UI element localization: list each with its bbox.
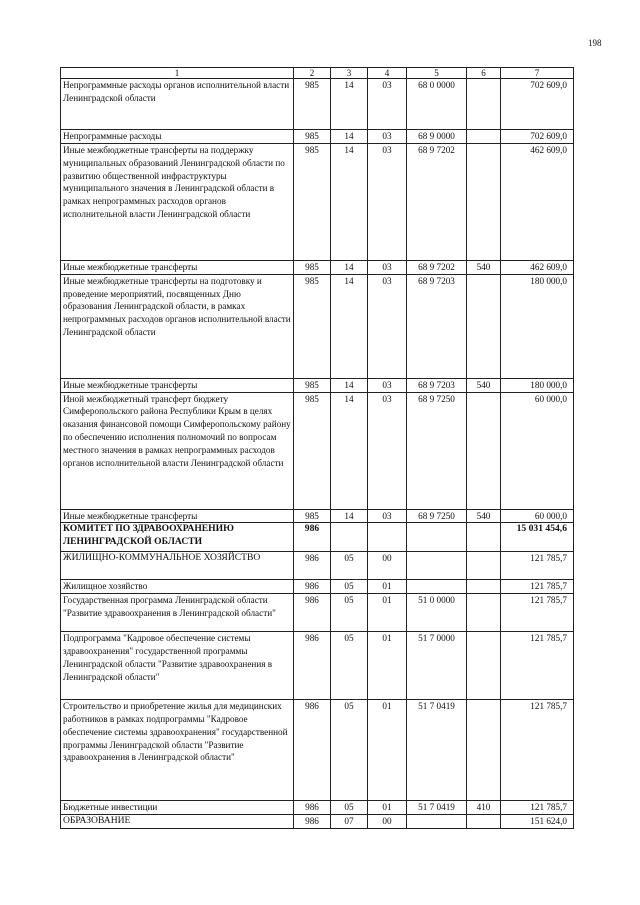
amount: 60 000,0 [501,392,574,509]
table-row [61,523,574,552]
page-number: 198 [588,38,602,48]
amount: 121 785,7 [501,632,574,700]
table-row [61,509,574,523]
expense-type-code [467,130,501,144]
ministry-code: 985 [294,261,331,275]
amount: 180 000,0 [501,274,574,378]
table-row [61,378,574,392]
row-name: Иные межбюджетные трансферты [61,261,294,275]
expense-type-code [467,79,501,130]
amount: 121 785,7 [501,580,574,594]
expense-type-code [467,274,501,378]
subsection-code: 03 [368,378,407,392]
target-code: 68 9 7203 [407,274,467,378]
amount: 121 785,7 [501,700,574,801]
table-header-row [61,68,574,79]
row-name: Подпрограмма "Кадровое обеспечение системы здравоохранения" государственной программы Ленинградской области "Развитие здравоохранения в Ленинградской области" [61,632,294,700]
row-name: Строительство и приобретение жилья для медицинских работников в рамках подпрограммы "Кадровое обеспечение системы здравоохранения" государственной программы Ленинградской области "Развитие здравоохранения в Ленинградской области" [61,700,294,801]
ministry-code: 985 [294,378,331,392]
subsection-code: 01 [368,580,407,594]
section-code: 14 [331,144,368,261]
expense-type-code [467,392,501,509]
subsection-code: 03 [368,130,407,144]
section-code: 05 [331,552,368,580]
table-row [61,580,574,594]
target-code: 68 9 7250 [407,509,467,523]
amount: 702 609,0 [501,130,574,144]
column-header: 2 [294,68,331,79]
column-header: 6 [467,68,501,79]
target-code: 68 9 0000 [407,130,467,144]
ministry-code: 986 [294,632,331,700]
expense-type-code [467,580,501,594]
section-code: 14 [331,274,368,378]
section-code [331,523,368,552]
amount: 180 000,0 [501,378,574,392]
subsection-code: 03 [368,509,407,523]
table-row [61,130,574,144]
target-code: 68 9 7202 [407,261,467,275]
ministry-code: 985 [294,509,331,523]
row-name: ОБРАЗОВАНИЕ [61,815,294,829]
amount: 702 609,0 [501,79,574,130]
expense-type-code [467,594,501,632]
subsection-code: 01 [368,632,407,700]
ministry-code: 986 [294,580,331,594]
row-name: Бюджетные инвестиции [61,801,294,815]
target-code: 68 9 7250 [407,392,467,509]
expense-type-code [467,700,501,801]
ministry-code: 986 [294,815,331,829]
row-name: Жилищное хозяйство [61,580,294,594]
amount: 151 624,0 [501,815,574,829]
section-code: 14 [331,261,368,275]
section-code: 14 [331,392,368,509]
target-code: 68 9 7202 [407,144,467,261]
row-name: Иные межбюджетные трансферты на поддержку муниципальных образований Ленинградской области по развитию общественной инфраструктуры муниципального значения в Ленинградской области в рамках непрограммных расходов органов исполнительной власти Ленинградской области [61,144,294,261]
table-row [61,392,574,509]
subsection-code: 01 [368,594,407,632]
subsection-code: 03 [368,274,407,378]
ministry-code: 985 [294,392,331,509]
subsection-code: 03 [368,144,407,261]
expense-type-code: 540 [467,378,501,392]
expense-type-code [467,523,501,552]
table-row [61,700,574,801]
row-name: Иные межбюджетные трансферты на подготовку и проведение мероприятий, посвященных Дню образования Ленинградской области, в рамках непрограммных расходов органов исполнительной власти Ленинградской области [61,274,294,378]
section-code: 14 [331,79,368,130]
table-row [61,632,574,700]
target-code: 51 7 0419 [407,700,467,801]
expense-type-code [467,144,501,261]
subsection-code: 03 [368,261,407,275]
row-name: Иной межбюджетный трансферт бюджету Симферопольского района Республики Крым в целях оказания финансовой помощи Симферопольскому району по обеспечению исполнения полномочий по вопросам местного значения в рамках непрограммных расходов органов исполнительной власти Ленинградской области [61,392,294,509]
target-code [407,552,467,580]
section-code: 14 [331,130,368,144]
subsection-code: 01 [368,801,407,815]
row-name: Иные межбюджетные трансферты [61,509,294,523]
table-row [61,801,574,815]
ministry-code: 985 [294,144,331,261]
amount: 121 785,7 [501,801,574,815]
section-code: 05 [331,580,368,594]
subsection-code: 01 [368,700,407,801]
ministry-code: 985 [294,130,331,144]
ministry-code: 985 [294,79,331,130]
table-row [61,274,574,378]
subsection-code: 00 [368,552,407,580]
column-header: 7 [501,68,574,79]
amount: 60 000,0 [501,509,574,523]
row-name: Иные межбюджетные трансферты [61,378,294,392]
expense-type-code: 410 [467,801,501,815]
section-code: 07 [331,815,368,829]
table-row [61,815,574,829]
section-code: 14 [331,378,368,392]
amount: 15 031 454,6 [501,523,574,552]
subsection-code: 00 [368,815,407,829]
row-name: КОМИТЕТ ПО ЗДРАВООХРАНЕНИЮ ЛЕНИНГРАДСКОЙ ОБЛАСТИ [61,523,294,552]
target-code [407,580,467,594]
section-code: 05 [331,801,368,815]
amount: 121 785,7 [501,552,574,580]
amount: 462 609,0 [501,261,574,275]
column-header: 3 [331,68,368,79]
subsection-code [368,523,407,552]
subsection-code: 03 [368,79,407,130]
subsection-code: 03 [368,392,407,509]
ministry-code: 986 [294,523,331,552]
expense-type-code [467,632,501,700]
target-code [407,523,467,552]
table-row [61,552,574,580]
target-code [407,815,467,829]
amount: 121 785,7 [501,594,574,632]
row-name: Непрограммные расходы органов исполнительной власти Ленинградской области [61,79,294,130]
target-code: 68 0 0000 [407,79,467,130]
amount: 462 609,0 [501,144,574,261]
section-code: 05 [331,632,368,700]
expense-type-code [467,552,501,580]
row-name: ЖИЛИЩНО-КОММУНАЛЬНОЕ ХОЗЯЙСТВО [61,552,294,580]
expense-type-code: 540 [467,261,501,275]
table-row [61,79,574,130]
section-code: 14 [331,509,368,523]
column-header: 5 [407,68,467,79]
ministry-code: 986 [294,801,331,815]
table-row [61,144,574,261]
target-code: 51 0 0000 [407,594,467,632]
column-header: 1 [61,68,294,79]
table-row [61,261,574,275]
target-code: 51 7 0000 [407,632,467,700]
expense-type-code [467,815,501,829]
target-code: 51 7 0419 [407,801,467,815]
ministry-code: 985 [294,274,331,378]
section-code: 05 [331,700,368,801]
table-row [61,594,574,632]
ministry-code: 986 [294,700,331,801]
section-code: 05 [331,594,368,632]
row-name: Непрограммные расходы [61,130,294,144]
row-name: Государственная программа Ленинградской области "Развитие здравоохранения в Ленинградской области" [61,594,294,632]
target-code: 68 9 7203 [407,378,467,392]
ministry-code: 986 [294,552,331,580]
column-header: 4 [368,68,407,79]
expense-type-code: 540 [467,509,501,523]
budget-table [60,67,574,829]
ministry-code: 986 [294,594,331,632]
